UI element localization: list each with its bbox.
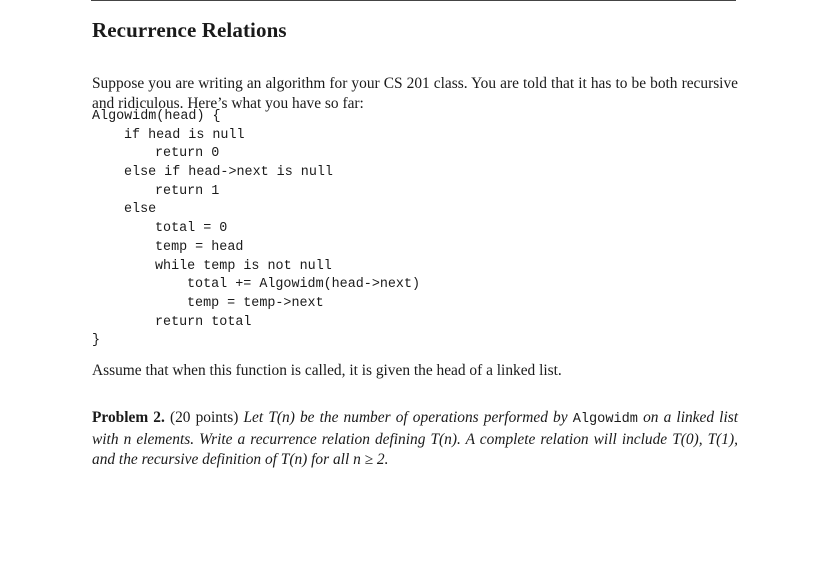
code-block bbox=[92, 108, 420, 351]
code-line: return 0 bbox=[155, 146, 220, 162]
code-line: else if head->next is null bbox=[124, 165, 333, 181]
intro-paragraph: Suppose you are writing an algorithm for your CS 201 class. You are told that it has to be both recursive and ridiculous. Here’s what you have so far: bbox=[92, 75, 738, 113]
function-name: Algowidm bbox=[572, 412, 638, 428]
math-expression: T(n) bbox=[280, 451, 308, 469]
problem-statement bbox=[92, 408, 738, 470]
code-line: return total bbox=[155, 314, 252, 330]
math-expression: T(n) bbox=[430, 431, 457, 449]
problem-text: . A complete relation will include bbox=[456, 431, 673, 449]
code-line: if head is null bbox=[124, 127, 245, 143]
problem-text: for all bbox=[307, 451, 354, 469]
code-line: while temp is not null bbox=[155, 258, 332, 274]
problem-label: Problem 2. bbox=[92, 409, 165, 427]
code-line: else bbox=[124, 202, 157, 218]
problem-points: (20 points) bbox=[169, 409, 239, 427]
code-line: } bbox=[92, 333, 101, 349]
code-line: total = 0 bbox=[155, 221, 228, 237]
problem-text: . bbox=[384, 451, 389, 469]
code-line: total += Algowidm(head->next) bbox=[187, 277, 421, 293]
math-expression: n ≥ 2 bbox=[353, 451, 385, 469]
math-expression: T(n) bbox=[268, 409, 295, 427]
assumption-text: Assume that when this function is called, it is given the head of a linked list. bbox=[92, 362, 562, 379]
code-line: return 1 bbox=[155, 183, 220, 199]
math-expression: T(0) bbox=[672, 431, 699, 449]
math-expression: n bbox=[123, 431, 132, 449]
problem-text: Let bbox=[243, 409, 269, 427]
problem-text: be the number of operations performed by bbox=[294, 409, 573, 427]
code-line: temp = temp->next bbox=[187, 295, 324, 311]
problem-text: on a linked list with bbox=[92, 409, 738, 449]
problem-text: , and the recursive definition of bbox=[92, 431, 738, 469]
problem-text: , bbox=[698, 431, 708, 449]
problem-text: elements. Write a recurrence relation defining bbox=[131, 431, 431, 449]
top-rule bbox=[91, 0, 736, 1]
section-title: Recurrence Relations bbox=[92, 18, 287, 42]
code-line: Algowidm(head) { bbox=[92, 109, 221, 124]
code-line: temp = head bbox=[155, 239, 244, 255]
math-expression: T(1) bbox=[707, 431, 735, 449]
